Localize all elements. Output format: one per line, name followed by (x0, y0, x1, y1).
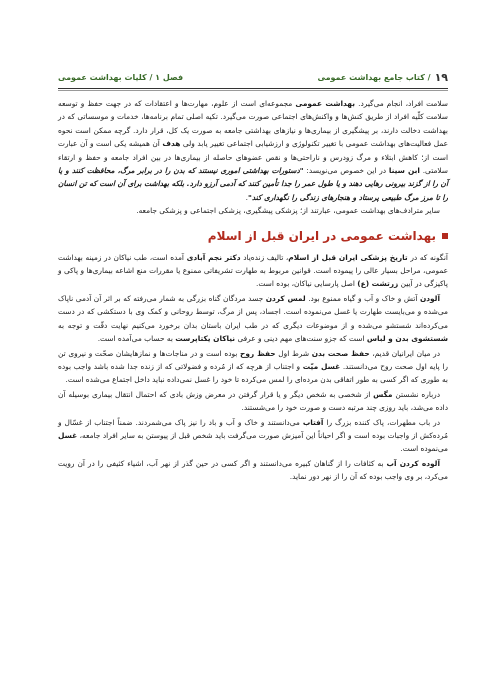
section-heading (58, 228, 448, 244)
term-goal: هدف (162, 139, 181, 149)
paragraph-2: آلودن آتش و خاک و آب و گیاه ممنوع بود. لمس کردن جسد مردگان گناه بزرگی به شمار می‌رفته که بر اثر آن آدمی ناپاک می‌شده و می‌بایست طهارت یا غسل می‌نموده است. اجساد، پس از مرگ، توسط روحانی و کمک وی با دستکشی که در دست می‌کرده‌اند شستشو می‌شده و از موضوعات دیگری که در طب ایران باستان بدان برخورد می‌کنیم نهایت دقّت و توجه به شستشوی بدن و لباس است که جزو سنت‌های مهم دینی و عرفی نیاکان یکتاپرست به حساب می‌آمده است. (58, 293, 448, 344)
section-bullet-icon (442, 233, 448, 239)
term-public-health: بهداشت عمومی (295, 99, 355, 108)
synonyms-paragraph: سایر مترادف‌های بهداشت عمومی، عبارتند از؛ پزشکی پیشگیری، پزشکی اجتماعی و پزشکی جامعه. (136, 206, 440, 216)
header-book-info (317, 71, 448, 84)
header-divider-thin (58, 90, 448, 91)
ibn-sina-quote: "دستورات بهداشتی اموری نیستند که بدن را در برابر مرگ، محافظت کنند و یا آن را از گزند بیرونی رهایی دهند و یا طول عمر را جدا تأمین کنند که آدمی آرزو دارد. بلکه بهداشت برای آن است که تن انسان را تا مرز مرگ طبیعی پرستاد و هنجارهای زندگی را نگهداری کند" (58, 166, 448, 202)
paragraph-4: درباره نشستن مگس از شخصی به شخص دیگر و یا قرار گرفتن در معرض وزش بادی که احتمال انتقال بیماری بوسیله آن داده می‌شد، باید روزی چند مرتبه دست و صورت خود را می‌شستند. (58, 389, 448, 413)
paragraph-3: در میان ایرانیان قدیم، حفظ صحت بدن شرط اول حفظ روح بوده است و در مناجات‌ها و نمازهایشان صحّت و نیروی تن را پایه اول صحت روح می‌دانستند. غسل میّت و اجتناب از هرچه که از مُرده و فضولاتی که از زنده جدا شده باشد واجب بوده به طوری که اگر کسی به طور اتفاقی بدن مرده‌ای را لمس می‌کرده تا خود را غسل نمی‌داده نباید داخل اجتماع می‌شده است. (58, 348, 448, 385)
paragraph-5: در باب مطهرات، پاک کننده بزرگ را آفتاب می‌دانستند و خاک و آب و باد را نیز پاک می‌شمردند. ضمناً اجتناب از غسّال و مُرده‌کش از واجبات بوده است و اگر احیاناً این آمیزش صورت می‌گرفت باید شخص قبل از پیوستن به سایر افراد جامعه، غسل می‌نموده است. (58, 417, 448, 454)
paragraph-1: آنگونه که در تاریخ پزشکی ایران قبل از اسلام، تالیف زنده‌یاد دکتر نجم آبادی آمده است، طب نیاکان در زمینه بهداشت عمومی، مراحل بسیار عالی را پیموده است. قوانین مربوط به طهارت تشریفاتی ممنوع یا مقررات منع اشاعه بیماری‌ها و پاکی و پاکیزگی در آیین زرتشت (ع) اصل پارسایی نیاکان، بوده است. (58, 252, 448, 289)
book-title: / کتاب جامع بهداشت عمومی (317, 72, 431, 82)
intro-paragraph: سلامت افراد، انجام می‌گیرد. بهداشت عمومی مجموعه‌ای است از علوم، مهارت‌ها و اعتقادات که در جهت حفظ و توسعه سلامت کلّیه افراد از طریق کنش‌ها و واکنش‌های اجتماعی صورت می‌گیرد. تکیه اصلی تمام برنامه‌ها، خدمات و موسساتی که در بهداشت دخالت دارند، بر پیشگیری از بیماری‌ها و نیازهای بهداشتی جامعه به صورت یک کل، قرار دارد. گرچه ممکن است نحوه عمل فعالیت‌های بهداشت عمومی با تغییر تکنولوژی و ارزشیابی اجتماعی تغییر یابد ولی هدف آن همیشه یکی است و آن عبارت است از؛ کاهش ابتلاء و مرگ زودرس و ناراحتی‌ها و نقص عضوهای حاصله از بیماری‌ها در بین افراد جامعه و حفظ و ارتقاء سلامتی. ابن سینا در این خصوص می‌نویسد: "دستورات بهداشتی اموری نیستند که بدن را در برابر مرگ، محافظت کنند و یا آن را از گزند بیرونی رهایی دهند و یا طول عمر را جدا تأمین کنند که آدمی آرزو دارد. بلکه بهداشت برای آن است که تن انسان را تا مرز مرگ طبیعی پرستاد و هنجارهای زندگی را نگهداری کند". (58, 99, 449, 202)
term-ibn-sina: ابن سینا (388, 166, 420, 176)
header-divider (58, 88, 448, 89)
page-body (58, 97, 448, 484)
page-number: ۱۹ (434, 70, 448, 84)
chapter-title: فصل ۱ / کلیات بهداشت عمومی (58, 72, 184, 82)
paragraph-6: آلوده کردن آب به کثافات را از گناهان کبیره می‌دانستند و اگر کسی در حین گذر از نهر آب، اشیاء کثیفی را در آن رویت می‌کرد، بر وی واجب بوده که آن را از نهر دور نماید. (58, 458, 448, 482)
section-title: بهداشت عمومی در ایران قبل از اسلام (207, 228, 436, 243)
page-header (58, 66, 448, 88)
